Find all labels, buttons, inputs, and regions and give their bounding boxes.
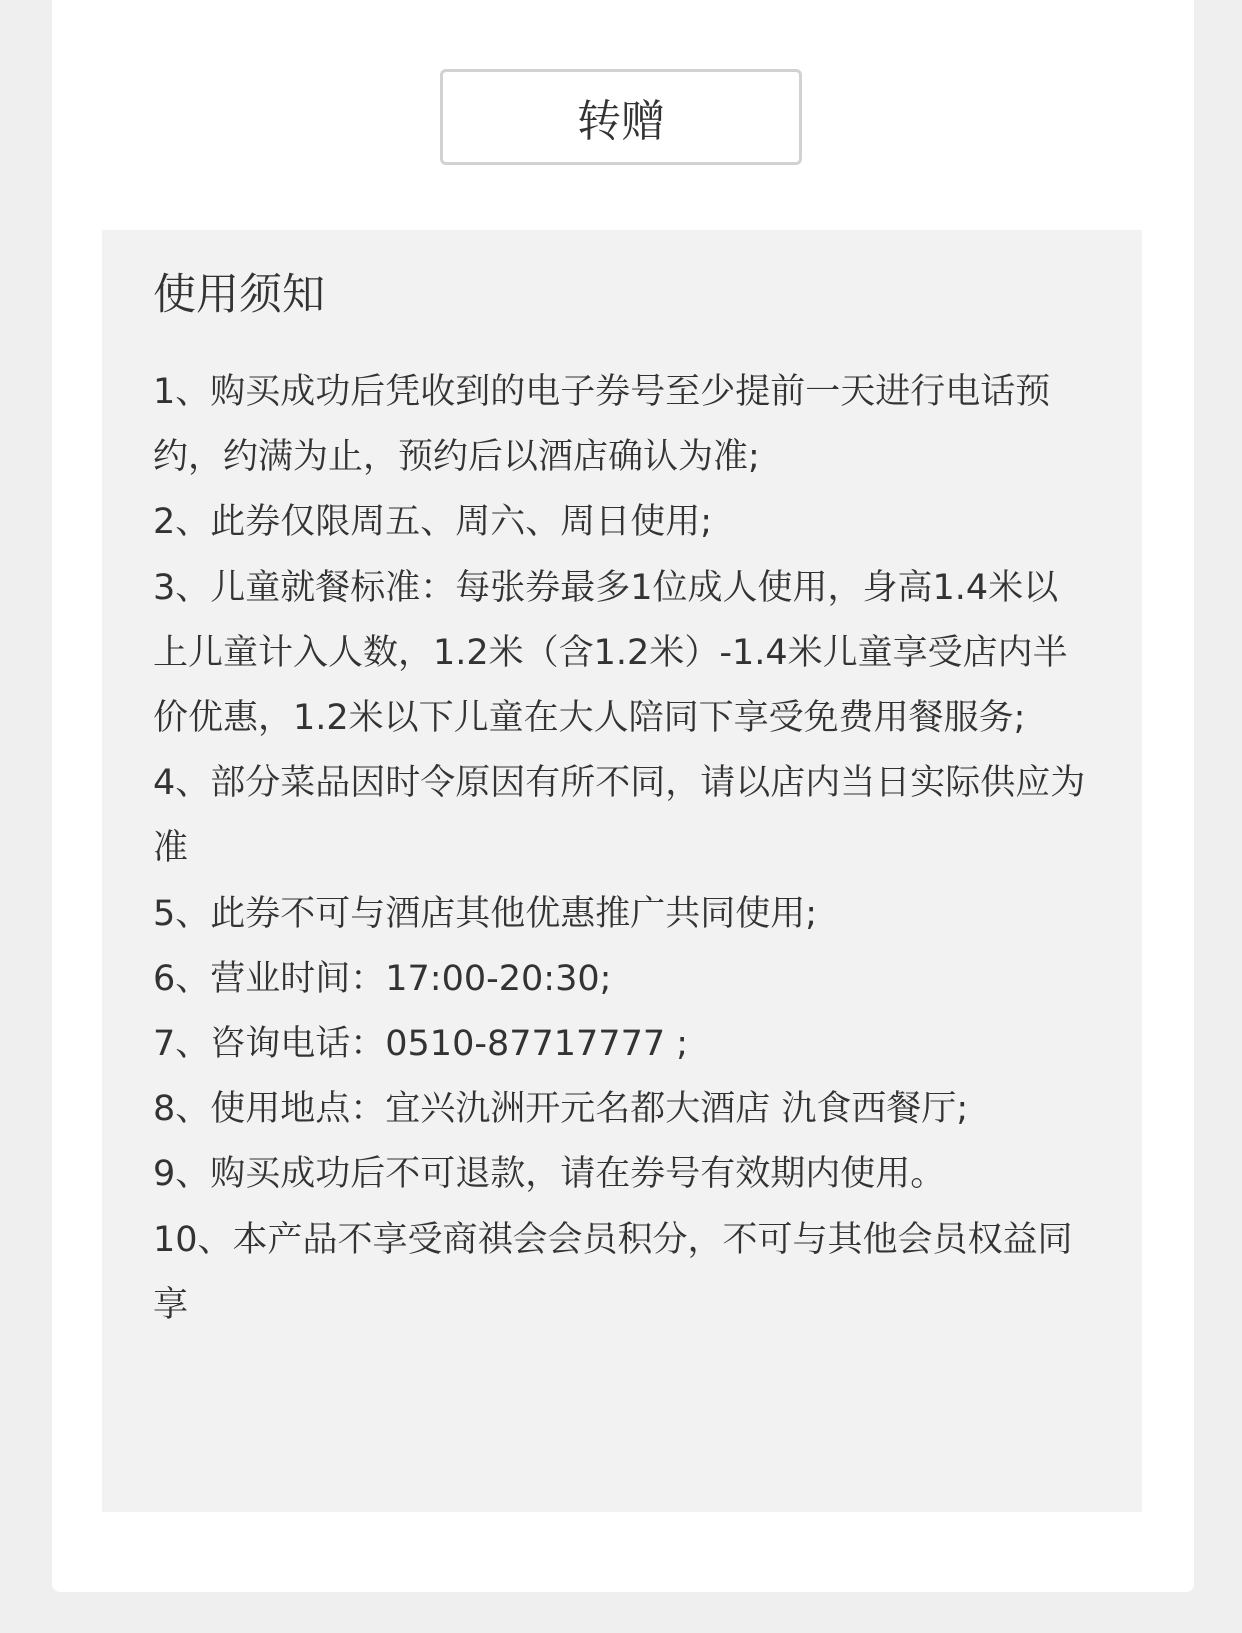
usage-notice-panel — [102, 230, 1142, 1512]
usage-notice-list — [153, 360, 1093, 1338]
usage-notice-item-5: 5、此券不可与酒店其他优惠推广共同使用; — [153, 893, 818, 934]
usage-notice-item-9: 9、购买成功后不可退款，请在券号有效期内使用。 — [153, 1154, 946, 1195]
usage-notice-item-6: 6、营业时间：17:00-20:30; — [153, 958, 612, 999]
usage-notice-title: 使用须知 — [153, 270, 325, 320]
usage-notice-item-1: 1、购买成功后凭收到的电子券号至少提前一天进行电话预约，约满为止，预约后以酒店确认为准; — [153, 372, 1051, 478]
usage-notice-item-4: 4、部分菜品因时令原因有所不同，请以店内当日实际供应为准 — [153, 763, 1086, 869]
usage-notice-item-7: 7、咨询电话：0510-87717777 ; — [153, 1024, 689, 1065]
usage-notice-item-3: 3、儿童就餐标准：每张券最多1位成人使用，身高1.4米以上儿童计入人数，1.2米（含1.2米）-1.4米儿童享受店内半价优惠，1.2米以下儿童在大人陪同下享受免费用餐服务; — [153, 567, 1068, 739]
gift-button[interactable]: 转赠 — [440, 69, 802, 165]
usage-notice-item-8: 8、使用地点：宜兴氿洲开元名都大酒店 氿食西餐厅; — [153, 1089, 969, 1130]
coupon-detail-card — [52, 0, 1194, 1592]
usage-notice-item-10: 10、本产品不享受商祺会会员积分，不可与其他会员权益同享 — [153, 1219, 1073, 1325]
usage-notice-item-2: 2、此券仅限周五、周六、周日使用; — [153, 502, 713, 543]
